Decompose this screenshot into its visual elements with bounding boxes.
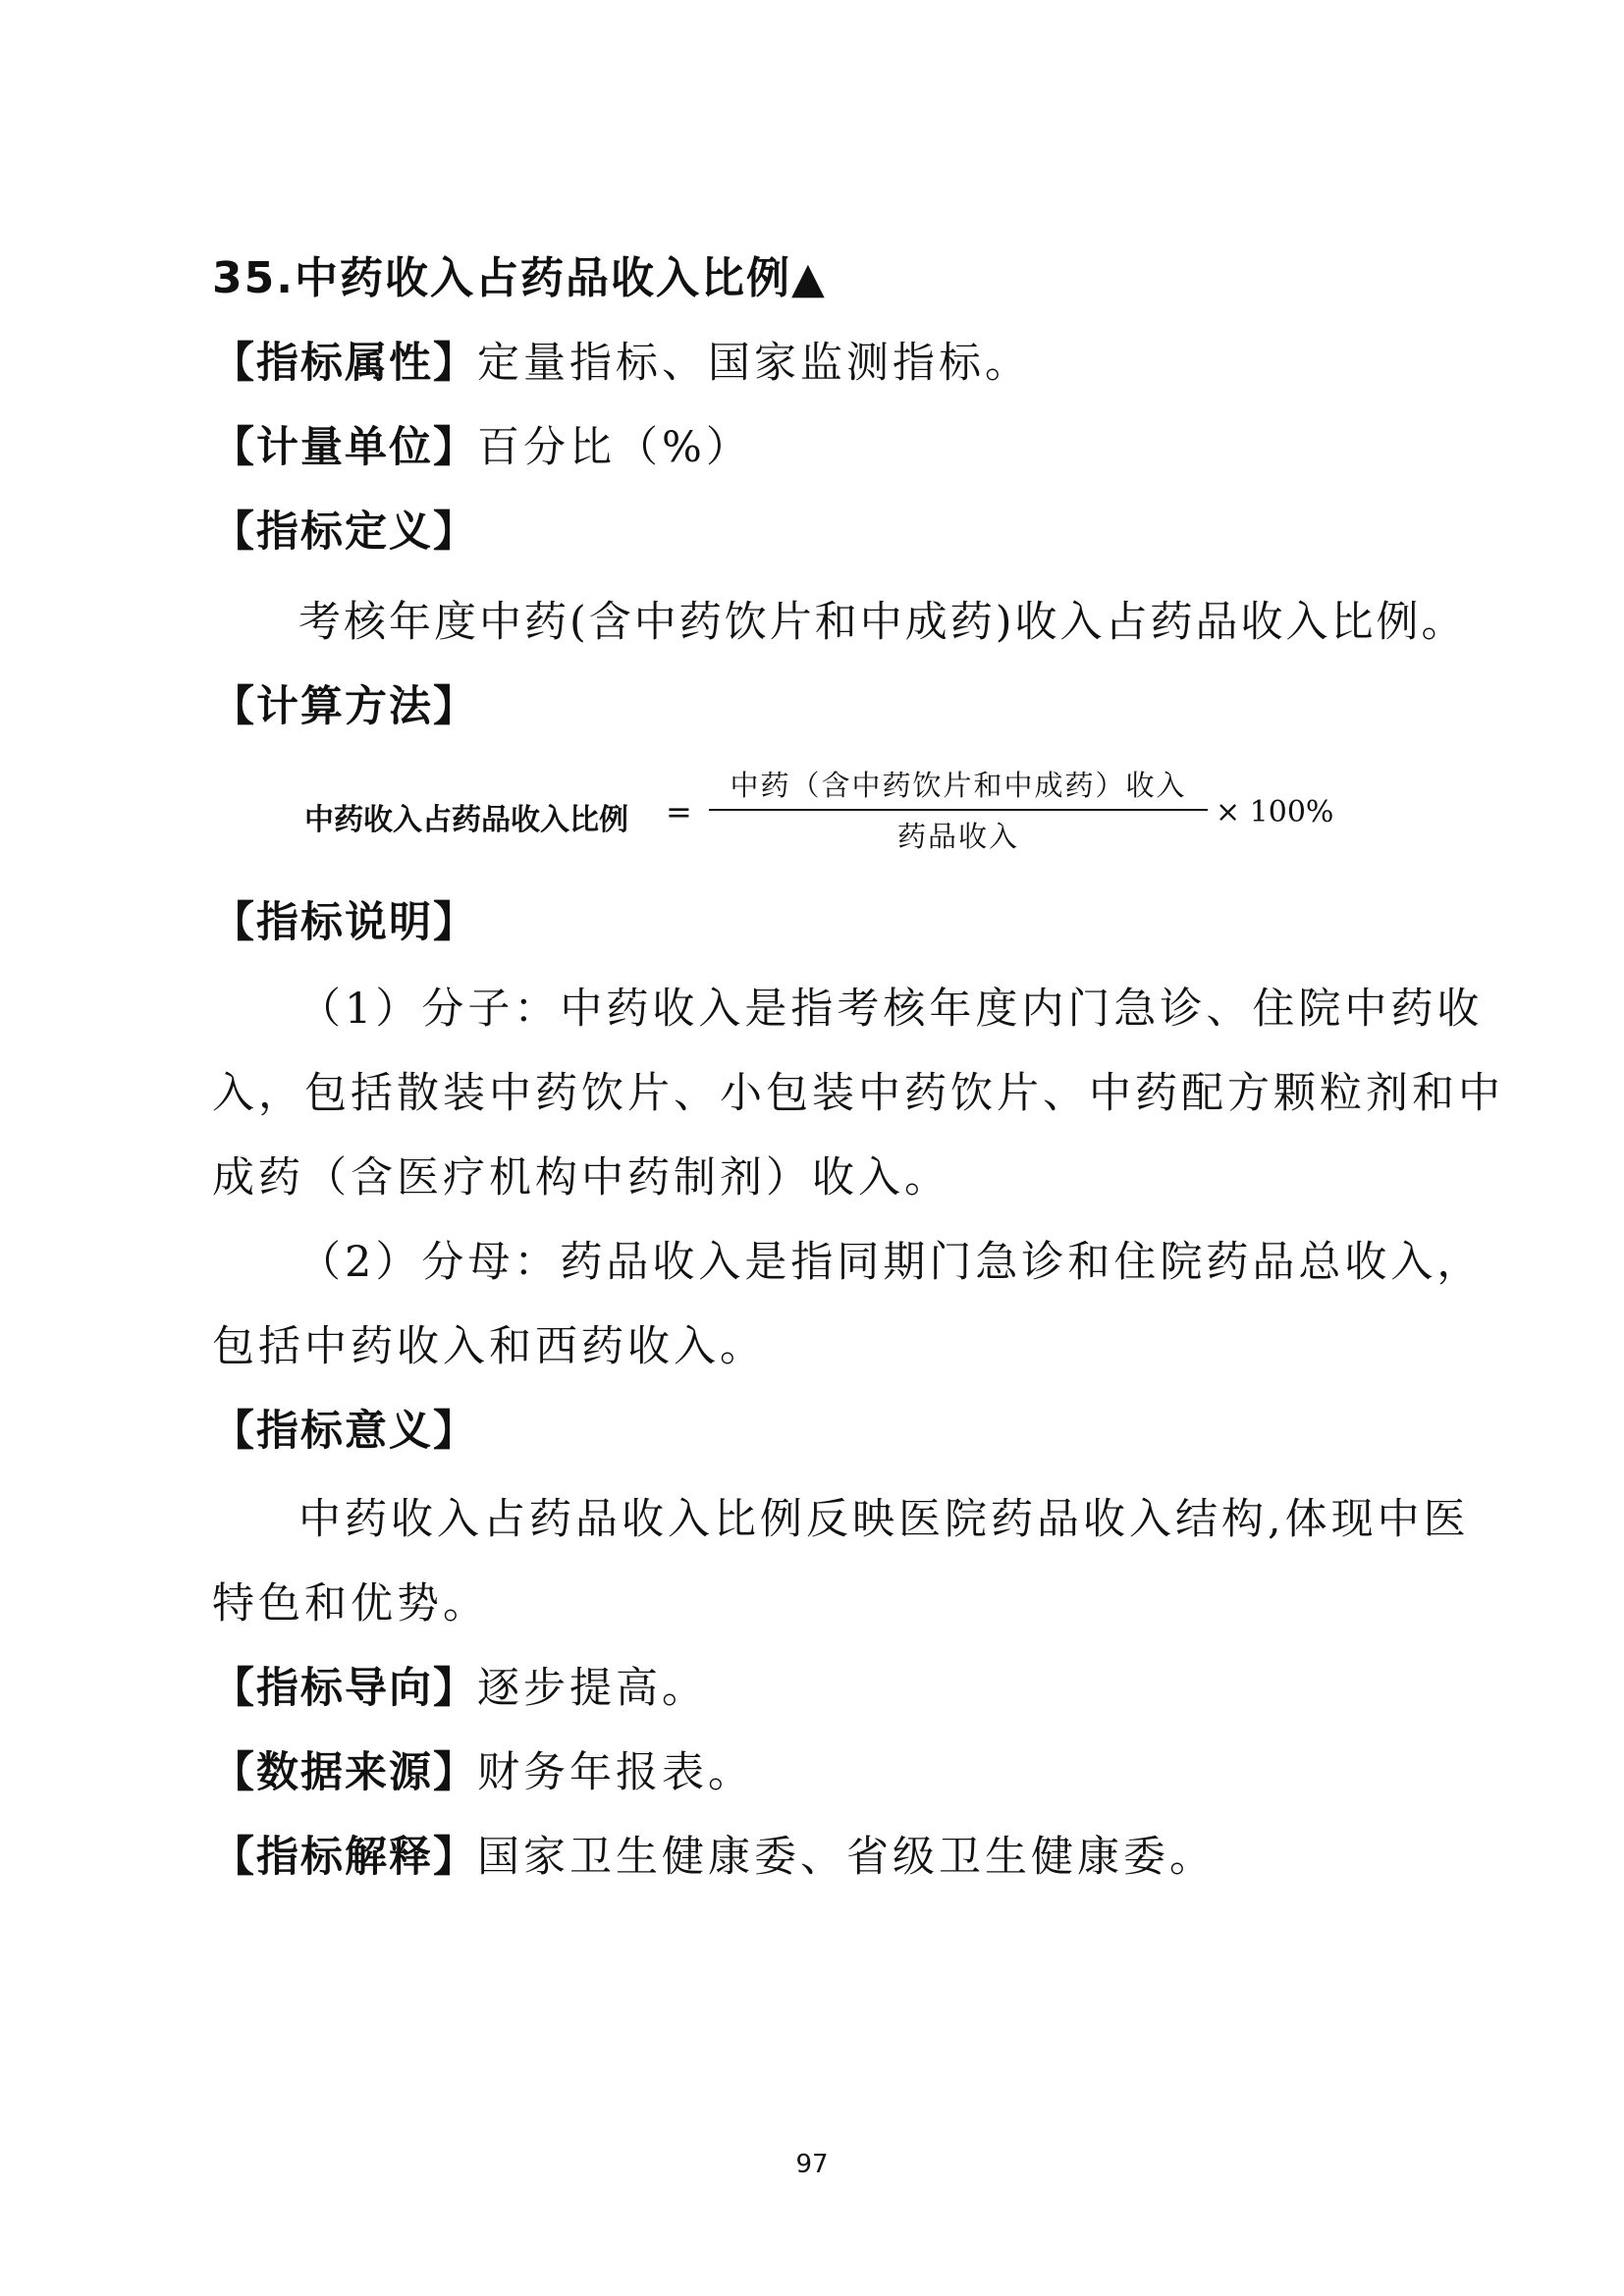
significance-label: 【指标意义】 <box>212 1407 477 1456</box>
formula-multiplier: × 100% <box>1216 795 1334 829</box>
attribute-label: 【指标属性】 <box>212 339 477 388</box>
interpretation-label: 【指标解释】 <box>212 1833 477 1882</box>
attribute-row <box>212 334 1420 393</box>
formula-fraction <box>709 766 1208 856</box>
formula-equals: = <box>666 793 692 830</box>
unit-text: 百分比（%） <box>477 423 752 472</box>
unit-row <box>212 418 1420 477</box>
attribute-text: 定量指标、国家监测指标。 <box>477 339 1031 388</box>
definition-heading <box>212 503 1420 561</box>
source-text: 财务年报表。 <box>477 1748 754 1797</box>
definition-label: 【指标定义】 <box>212 507 477 557</box>
calculation-formula <box>304 766 1335 864</box>
direction-row <box>212 1659 1420 1718</box>
formula-numerator: 中药（含中药饮片和中成药）收入 <box>730 769 1187 802</box>
direction-text: 逐步提高。 <box>477 1664 708 1713</box>
method-label: 【计算方法】 <box>212 682 477 731</box>
explanation-p1-line1: （1）分子：中药收入是指考核年度内门急诊、住院中药收 <box>298 985 1484 1034</box>
explanation-p2-line2: 包括中药收入和西药收入。 <box>212 1322 766 1371</box>
interpretation-row <box>212 1828 1420 1887</box>
section-title: 35.中药收入占药品收入比例▲ <box>212 253 827 303</box>
explanation-p1-line3: 成药（含医疗机构中药制剂）收入。 <box>212 1153 950 1202</box>
page-number: 97 <box>795 2150 829 2179</box>
source-row <box>212 1743 1420 1802</box>
explanation-heading <box>212 893 1420 952</box>
fraction-bar <box>709 809 1208 811</box>
interpretation-text: 国家卫生健康委、省级卫生健康委。 <box>477 1833 1216 1882</box>
method-heading <box>212 677 1420 736</box>
source-label: 【数据来源】 <box>212 1748 477 1797</box>
definition-text: 考核年度中药(含中药饮片和中成药)收入占药品收入比例。 <box>298 598 1467 647</box>
significance-line1: 中药收入占药品收入比例反映医院药品收入结构,体现中医 <box>298 1495 1470 1544</box>
formula-lhs: 中药收入占药品收入比例 <box>304 803 628 837</box>
explanation-label: 【指标说明】 <box>212 898 477 947</box>
unit-label: 【计量单位】 <box>212 423 477 472</box>
significance-heading <box>212 1402 1420 1461</box>
direction-label: 【指标导向】 <box>212 1664 477 1713</box>
explanation-p1-line2: 入，包括散装中药饮片、小包装中药饮片、中药配方颗粒剂和中 <box>212 1069 1504 1118</box>
significance-line2: 特色和优势。 <box>212 1579 489 1629</box>
formula-denominator: 药品收入 <box>896 820 1019 853</box>
explanation-p2-line1: （2）分母：药品收入是指同期门急诊和住院药品总收入， <box>298 1238 1484 1287</box>
